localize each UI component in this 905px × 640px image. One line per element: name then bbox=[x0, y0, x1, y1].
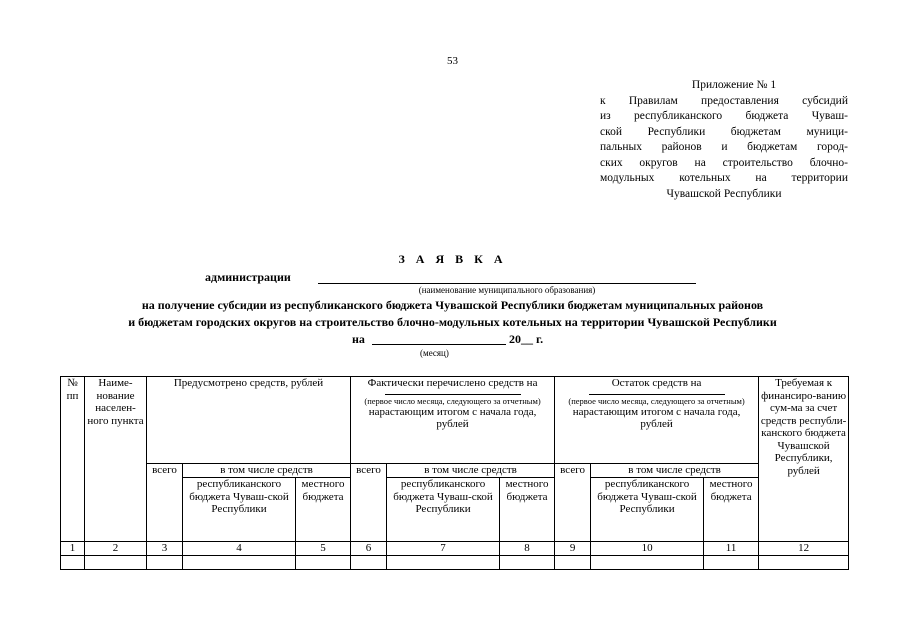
period-year: 20__ г. bbox=[509, 332, 544, 346]
purpose-line: и бюджетам городских округов на строительство блочно-модульных котельных на территории Чувашской Республики bbox=[128, 315, 777, 329]
appendix-line: ской Республики бюджетам муници- bbox=[600, 125, 848, 138]
appendix-line: Чувашской Республики bbox=[666, 187, 782, 200]
table-cell[interactable] bbox=[85, 556, 147, 570]
header-total: всего bbox=[555, 464, 591, 542]
header-republic-budget: республиканского бюджета Чуваш-ской Республики bbox=[387, 478, 500, 542]
date-hint: (первое число месяца, следующего за отчетным) bbox=[568, 395, 745, 406]
period-label: на bbox=[352, 332, 365, 346]
column-number: 4 bbox=[183, 542, 296, 556]
appendix-line: к Правилам предоставления субсидий bbox=[600, 94, 848, 107]
appendix-title: Приложение № 1 bbox=[691, 79, 777, 91]
appendix-line: пальных районов и бюджетам город- bbox=[600, 141, 848, 153]
request-table bbox=[60, 376, 849, 570]
column-number: 11 bbox=[704, 542, 759, 556]
table-cell[interactable] bbox=[759, 556, 849, 570]
month-hint: (месяц) bbox=[420, 348, 449, 358]
admin-hint: (наименование муниципального образования) bbox=[418, 285, 596, 295]
column-number-row bbox=[61, 542, 849, 556]
header-remaining-label: Остаток средств на bbox=[611, 377, 702, 389]
column-number: 8 bbox=[500, 542, 555, 556]
table-cell[interactable] bbox=[591, 556, 704, 570]
cumulative-note: нарастающим итогом с начала года, рублей bbox=[368, 405, 537, 430]
table-row bbox=[61, 556, 849, 570]
appendix-line: из республиканского бюджета Чуваш- bbox=[600, 110, 848, 122]
purpose-line: на получение субсидии из республиканского бюджета Чувашской Республики бюджетам муниципальных районов bbox=[141, 298, 764, 312]
table-cell[interactable] bbox=[704, 556, 759, 570]
header-total: всего bbox=[351, 464, 387, 542]
appendix-line: ских округов на строительство блочно- bbox=[600, 156, 848, 169]
table-cell[interactable] bbox=[147, 556, 183, 570]
header-remaining-funds bbox=[555, 377, 759, 464]
header-including: в том числе средств bbox=[183, 464, 351, 478]
header-total: всего bbox=[147, 464, 183, 542]
column-number: 5 bbox=[296, 542, 351, 556]
column-number: 9 bbox=[555, 542, 591, 556]
header-number: № пп bbox=[61, 377, 85, 542]
admin-label: администрации bbox=[205, 270, 291, 284]
table-cell[interactable] bbox=[387, 556, 500, 570]
month-field[interactable] bbox=[372, 344, 506, 345]
header-republic-budget: республиканского бюджета Чуваш-ской Республики bbox=[183, 478, 296, 542]
header-required-amount: Требуемая к финансиро-ванию сум-ма за счет средств республи-канского бюджета Чувашской Республики, рублей bbox=[759, 377, 849, 542]
date-hint: (первое число месяца, следующего за отчетным) bbox=[364, 395, 541, 406]
column-number: 3 bbox=[147, 542, 183, 556]
appendix-note bbox=[600, 78, 848, 202]
cumulative-note: нарастающим итогом с начала года, рублей bbox=[572, 405, 741, 430]
admin-name-field[interactable] bbox=[318, 283, 696, 284]
header-local-budget: местного бюджета bbox=[500, 478, 555, 542]
page-number: 53 bbox=[447, 55, 458, 67]
table-cell[interactable] bbox=[351, 556, 387, 570]
column-number: 10 bbox=[591, 542, 704, 556]
header-local-budget: местного бюджета bbox=[704, 478, 759, 542]
appendix-line: модульных котельных на территории bbox=[600, 172, 848, 184]
header-including: в том числе средств bbox=[387, 464, 555, 478]
table-cell[interactable] bbox=[555, 556, 591, 570]
header-republic-budget: республиканского бюджета Чуваш-ской Республики bbox=[591, 478, 704, 542]
table-cell[interactable] bbox=[500, 556, 555, 570]
header-settlement-name: Наиме-нование населен-ного пункта bbox=[85, 377, 147, 542]
table-cell[interactable] bbox=[296, 556, 351, 570]
column-number: 1 bbox=[61, 542, 85, 556]
header-planned-funds: Предусмотрено средств, рублей bbox=[147, 377, 351, 464]
date-blank bbox=[589, 394, 725, 395]
header-local-budget: местного бюджета bbox=[296, 478, 351, 542]
column-number: 6 bbox=[351, 542, 387, 556]
document-title: З А Я В К А bbox=[398, 252, 507, 266]
column-number: 7 bbox=[387, 542, 500, 556]
date-blank bbox=[385, 394, 521, 395]
column-number: 12 bbox=[759, 542, 849, 556]
column-number: 2 bbox=[85, 542, 147, 556]
header-transferred-label: Фактически перечислено средств на bbox=[367, 377, 538, 389]
table-cell[interactable] bbox=[61, 556, 85, 570]
table-cell[interactable] bbox=[183, 556, 296, 570]
header-transferred-funds bbox=[351, 377, 555, 464]
header-including: в том числе средств bbox=[591, 464, 759, 478]
